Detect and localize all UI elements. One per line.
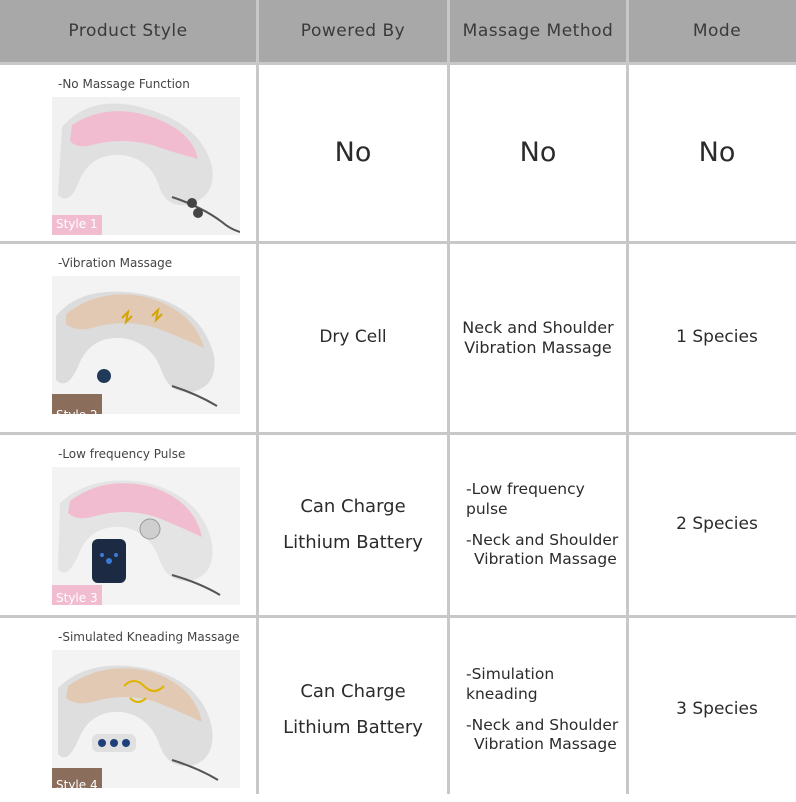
powered-by-value [259, 618, 447, 802]
header-massage-method: Massage Method [450, 0, 626, 62]
powered-by-value: No [259, 65, 447, 241]
style-tag: Style 3 [56, 591, 98, 605]
header-powered-by: Powered By [259, 0, 447, 62]
style-tag: Style 2 [56, 408, 98, 422]
method-line: Vibration Massage [464, 338, 612, 357]
style-tag: Style 4 [56, 778, 98, 792]
product-style-3 [0, 435, 256, 615]
method-item [466, 716, 618, 755]
product-caption: -Simulated Kneading Massage [58, 630, 240, 644]
massage-method-value [450, 435, 626, 615]
mode-value: 1 Species [629, 244, 796, 432]
product-style-4 [0, 618, 256, 802]
method-line: -Neck and Shoulder [466, 531, 619, 549]
powered-line: Can Charge [300, 680, 406, 702]
powered-by-value: Dry Cell [259, 244, 447, 432]
powered-line: Lithium Battery [283, 717, 423, 738]
method-line: Neck and Shoulder [462, 318, 614, 337]
product-style-1 [0, 65, 256, 241]
mode-value: No [629, 65, 796, 241]
method-item [466, 665, 626, 704]
product-caption: -Low frequency Pulse [58, 447, 186, 461]
method-line: Vibration Massage [474, 735, 617, 754]
mode-value: 2 Species [629, 435, 796, 615]
product-style-2 [0, 244, 256, 432]
massage-method-value: No [450, 65, 626, 241]
neck-pillow-illustration [52, 650, 240, 788]
neck-pillow-illustration [52, 276, 240, 414]
massage-method-value [450, 618, 626, 802]
powered-line: Lithium Battery [283, 532, 423, 553]
massage-method-value [450, 244, 626, 432]
neck-pillow-image [52, 650, 240, 788]
product-caption: -Vibration Massage [58, 256, 173, 270]
method-item [466, 480, 585, 519]
method-line: pulse [466, 499, 508, 518]
method-line: -Low frequency [466, 480, 585, 499]
style-tag: Style 1 [56, 217, 98, 231]
neck-pillow-illustration [52, 467, 240, 605]
neck-pillow-image [52, 467, 240, 605]
product-caption: -No Massage Function [58, 77, 190, 91]
powered-by-value [259, 435, 447, 615]
mode-value: 3 Species [629, 618, 796, 802]
neck-pillow-image [52, 97, 240, 235]
method-line: -Neck and Shoulder [466, 716, 619, 734]
neck-pillow-image [52, 276, 240, 414]
powered-line: Can Charge [300, 495, 406, 517]
header-product-style: Product Style [0, 0, 256, 62]
method-line: -Simulation kneading [466, 665, 555, 703]
neck-pillow-illustration [52, 97, 240, 235]
method-item [466, 531, 618, 570]
header-mode: Mode [629, 0, 796, 62]
method-line: Vibration Massage [474, 550, 617, 569]
